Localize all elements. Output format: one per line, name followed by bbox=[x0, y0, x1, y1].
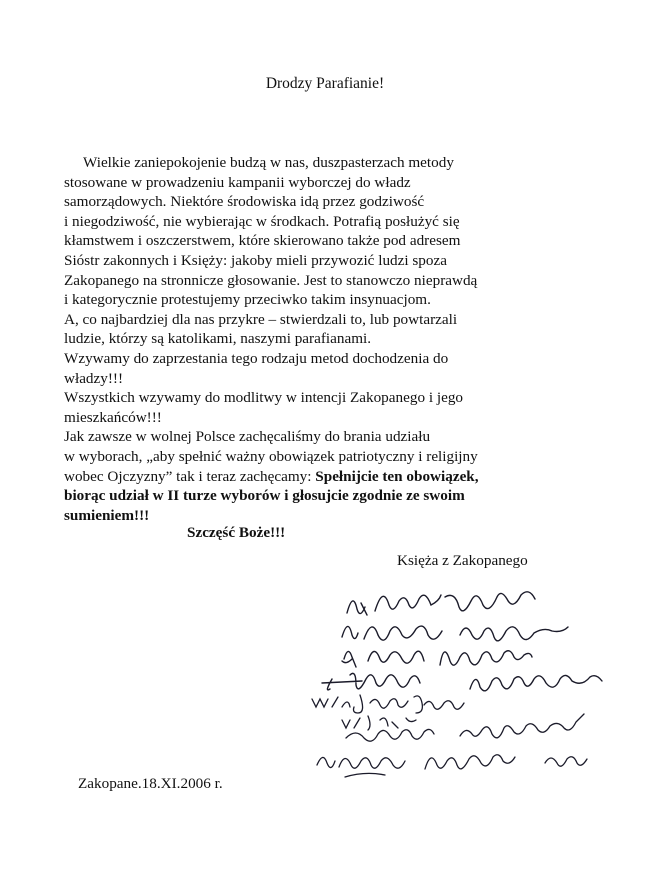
signature-6 bbox=[340, 710, 610, 744]
body-line: władzy!!! bbox=[64, 369, 124, 387]
body-line: Wzywamy do zaprzestania tego rodzaju metod dochodzenia do bbox=[64, 349, 449, 367]
body-line: ludzie, którzy są katolikami, naszymi parafianami. bbox=[64, 330, 372, 348]
body-line: w wyborach, „aby spełnić ważny obowiązek patriotyczny i religijny bbox=[64, 447, 478, 465]
letter-body bbox=[64, 153, 624, 525]
handwritten-signatures bbox=[300, 565, 630, 775]
greeting: Drodzy Parafianie! bbox=[265, 75, 385, 92]
body-line: Wielkie zaniepokojenie budzą w nas, duszpasterzach metody bbox=[83, 154, 454, 171]
signoff: Księża z Zakopanego bbox=[397, 552, 528, 569]
body-line: Sióstr zakonnych i Księży: jakoby mieli przywozić ludzi spoza bbox=[64, 251, 447, 269]
body-line: stosowane w prowadzeniu kampanii wyborczej do władz bbox=[64, 173, 411, 191]
body-line: kłamstwem i oszczerstwem, które skierowano także pod adresem bbox=[64, 232, 461, 250]
body-line-mixed bbox=[64, 467, 624, 487]
body-line-normal-part: wobec Ojczyzny” tak i teraz zachęcamy: bbox=[64, 467, 316, 485]
body-line: samorządowych. Niektóre środowiska idą przez godziwość bbox=[64, 193, 425, 211]
body-line: Wszystkich wzywamy do modlitwy w intencji Zakopanego i jego bbox=[64, 389, 464, 407]
body-line-bold-part: Spełnijcie ten obowiązek, bbox=[315, 467, 479, 485]
body-line: i kategorycznie protestujemy przeciwko takim insynuacjom. bbox=[64, 291, 431, 309]
body-line: A, co najbardziej dla nas przykre – stwierdzali to, lub powtarzali bbox=[64, 310, 458, 328]
blessing: Szczęść Boże!!! bbox=[187, 524, 286, 541]
body-line-bold: sumieniem!!! bbox=[64, 506, 150, 524]
date: Zakopane.18.XI.2006 r. bbox=[78, 775, 223, 792]
body-line-bold: biorąc udział w II turze wyborów i głosujcie zgodnie ze swoim bbox=[64, 487, 465, 505]
body-line: mieszkańców!!! bbox=[64, 408, 162, 426]
body-line: Zakopanego na stronnicze głosowanie. Jest to stanowczo nieprawdą bbox=[64, 271, 478, 289]
signature-7 bbox=[315, 743, 605, 779]
body-line: Jak zawsze w wolnej Polsce zachęcaliśmy do brania udziału bbox=[64, 428, 431, 446]
body-line: i niegodziwość, nie wybierając w środkach. Potrafią posłużyć się bbox=[64, 212, 460, 230]
